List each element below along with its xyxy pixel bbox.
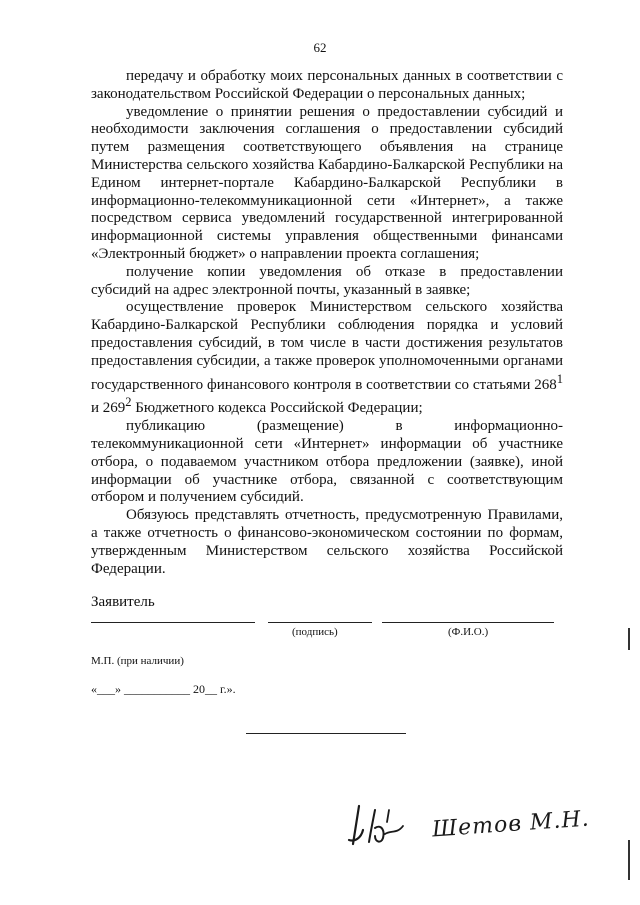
applicant-label: Заявитель (91, 594, 155, 610)
inspections-text-end: Бюджетного кодекса Российской Федерации; (131, 400, 423, 417)
paragraph-refusal-copy: получение копии уведомления об отказе в предоставлении субсидий на адрес электронной почты, указанный в заявке; (91, 263, 563, 298)
page-number: 62 (313, 40, 327, 55)
superscript-2: 2 (125, 395, 132, 410)
scan-edge-mark (628, 628, 630, 650)
stamp-note: М.П. (при наличии) (91, 655, 184, 667)
name-caption: (Ф.И.О.) (448, 626, 489, 638)
name-line (382, 622, 554, 623)
superscript-1: 1 (556, 371, 563, 386)
inspections-text: осуществление проверок Министерством сельского хозяйства Кабардино-Балкарской Республики соблюдения порядка и условий предоставления субсидий, в том числе в части достижения результатов предоставления субсидии, а также проверок уполномоченными органами государственного финансового контроля в соответствии со статьями 268 (91, 299, 563, 393)
handwritten-signature (345, 800, 415, 850)
date-line: «___» ___________ 20__ г.». (91, 682, 236, 696)
applicant-line (91, 622, 255, 623)
handwritten-name: Шетов М.Н. (431, 806, 591, 843)
document-body (91, 68, 563, 578)
end-rule (246, 733, 406, 734)
scan-edge-mark (628, 840, 630, 880)
paragraph-personal-data: передачу и обработку моих персональных данных в соответствии с законодательством Российской Федерации о персональных данных; (91, 68, 563, 102)
signature-caption: (подпись) (292, 626, 338, 638)
paragraph-publication: публикацию (размещение) в информационно-телекоммуникационной сети «Интернет» информации об участнике отбора, о подаваемом участником отбора предложении (заявке), иной информации об участнике отбора, связанной с соответствующим отбором и получением субсидий. (91, 418, 563, 506)
paragraph-notification: уведомление о принятии решения о предоставлении субсидий и необходимости заключения соглашения о предоставлении субсидий путем размещения соответствующего объявления на странице Министерства сельского хозяйства Кабардино-Балкарской Республики на Едином интернет-портале Кабардино-Балкарской Республики в информационно-телекоммуникационной сети «Интернет», а также посредством сервиса уведомлений государственной интегрированной информационной системы управления общественными финансами «Электронный бюджет» о направлении проекта соглашения; (91, 103, 563, 262)
signature-line (268, 622, 372, 623)
paragraph-reporting: Обязуюсь представлять отчетность, предусмотренную Правилами, а также отчетность о финансово-экономическом состоянии по формам, утвержденным Министерством сельского хозяйства Российской Федерации. (91, 507, 563, 577)
inspections-text-mid: и 269 (91, 400, 126, 417)
paragraph-inspections (91, 299, 563, 418)
